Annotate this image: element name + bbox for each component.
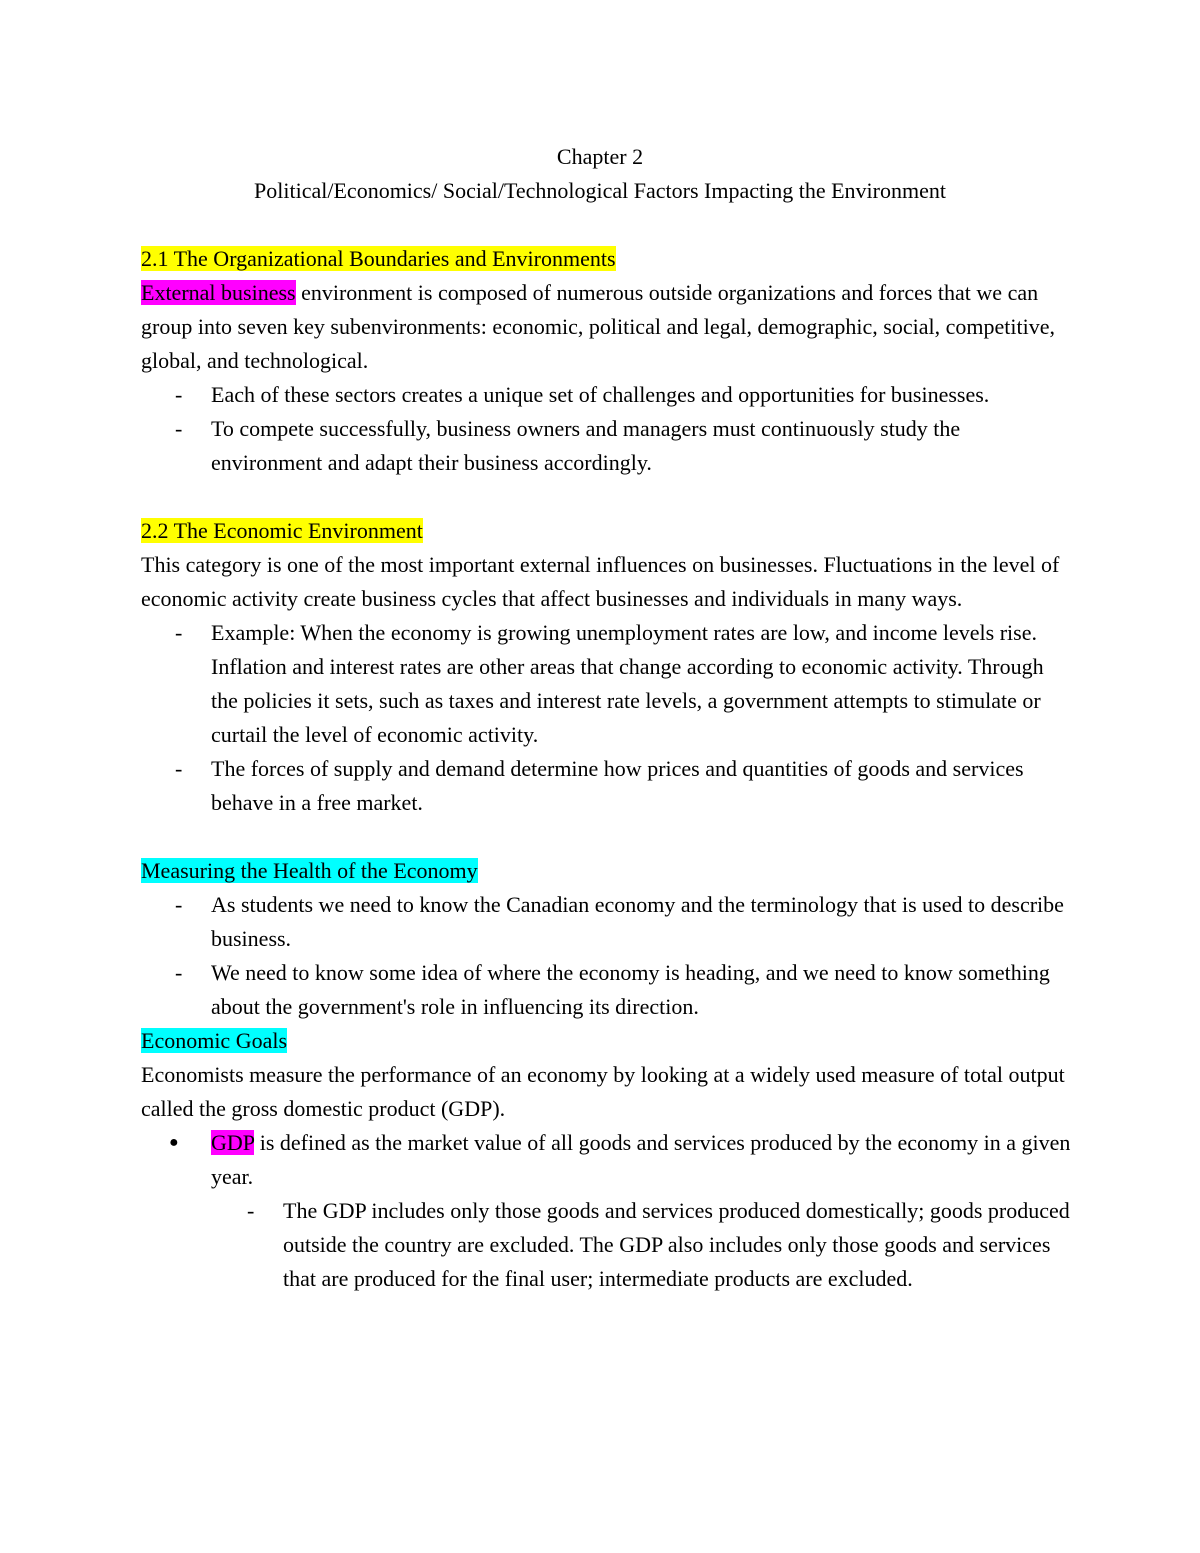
section-heading-measuring [141, 854, 1071, 888]
list-item-text: Each of these sectors creates a unique set of challenges and opportunities for businesses. [211, 382, 990, 407]
list-item [141, 378, 1071, 412]
list-item-text: Example: When the economy is growing unemployment rates are low, and income levels rise. Inflation and interest rates are other areas that change according to economic activity. Through the policies it sets, such as taxes and interest rate levels, a government attempts to stimulate or curtail the level of economic activity. [211, 620, 1044, 747]
highlight-yellow: 2.2 The Economic Environment [141, 518, 423, 543]
chapter-title: Chapter 2 [556, 144, 644, 169]
term-gdp: GDP [211, 1130, 255, 1155]
dash-marker: - [175, 416, 183, 441]
section-heading-goals [141, 1024, 1071, 1058]
section-2-2-intro: This category is one of the most important external influences on businesses. Fluctuations in the level of economic activity create business cycles that affect businesses and individuals in many ways. [141, 552, 1060, 611]
list-item-text: To compete successfully, business owners and managers must continuously study the environment and adapt their business accordingly. [211, 416, 961, 475]
dash-marker: - [175, 382, 183, 407]
dash-marker: - [175, 620, 183, 645]
list-item-text: As students we need to know the Canadian economy and the terminology that is used to describe business. [211, 892, 1064, 951]
section-2-1-intro-text: environment is composed of numerous outside organizations and forces that we can group into seven key subenvironments: economic, political and legal, demographic, social, competitive, global, and technological. [141, 280, 1055, 373]
bullet-item [141, 1126, 1071, 1194]
list-item [141, 616, 1071, 752]
highlight-cyan: Economic Goals [141, 1028, 288, 1053]
highlight-cyan: Measuring the Health of the Economy [141, 858, 478, 883]
goals-intro: Economists measure the performance of an economy by looking at a widely used measure of total output called the gross domestic product (GDP). [141, 1062, 1065, 1121]
highlight-yellow: 2.1 The Organizational Boundaries and Environments [141, 246, 616, 271]
chapter-subtitle: Political/Economics/ Social/Technological Factors Impacting the Environment [254, 178, 946, 203]
spacer [141, 480, 1071, 514]
document-page [141, 140, 1071, 1296]
section-2-1-intro [141, 276, 1071, 378]
spacer [141, 820, 1071, 854]
bullet-icon: ● [169, 1134, 179, 1151]
dash-marker: - [175, 960, 183, 985]
term-external-business: External business [141, 280, 296, 305]
dash-marker: - [247, 1198, 255, 1223]
section-heading-2-2 [141, 514, 1071, 548]
list-item [141, 412, 1071, 480]
bullet-item-text: is defined as the market value of all goods and services produced by the economy in a given year. [211, 1130, 1071, 1189]
dash-marker: - [175, 756, 183, 781]
list-item [141, 956, 1071, 1024]
list-item [141, 752, 1071, 820]
list-item [141, 888, 1071, 956]
sub-list-item-text: The GDP includes only those goods and services produced domestically; goods produced outside the country are excluded. The GDP also includes only those goods and services that are produced for the final user; intermediate products are excluded. [283, 1198, 1070, 1291]
list-item-text: We need to know some idea of where the economy is heading, and we need to know something about the government's role in influencing its direction. [211, 960, 1050, 1019]
dash-marker: - [175, 892, 183, 917]
section-heading-2-1 [141, 242, 1071, 276]
list-item-text: The forces of supply and demand determine how prices and quantities of goods and services behave in a free market. [211, 756, 1024, 815]
sub-list-item [141, 1194, 1071, 1296]
spacer [141, 208, 1071, 242]
